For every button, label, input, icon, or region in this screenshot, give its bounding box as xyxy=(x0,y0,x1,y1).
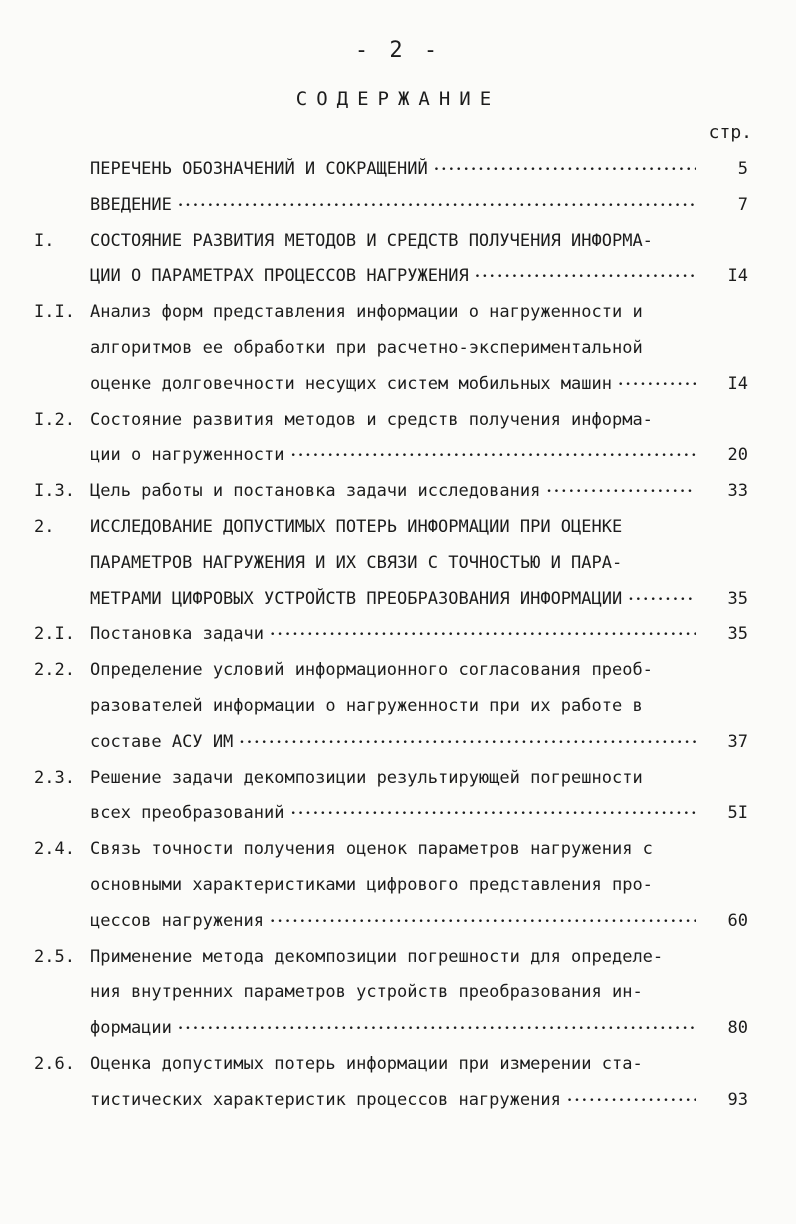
toc-page-number: 35 xyxy=(727,588,748,609)
toc-entry-text-content: основными характеристиками цифрового представления про- xyxy=(90,874,653,895)
dot-leader xyxy=(618,367,696,404)
toc-entry-number: 2.I. xyxy=(34,624,75,645)
toc-entry-text xyxy=(90,725,696,762)
toc-entry-text xyxy=(90,1047,696,1083)
toc-entry-text-content: цессов нагружения xyxy=(90,910,264,931)
toc-entry-number: 2.6. xyxy=(34,1053,75,1074)
toc-entry-text-content: Состояние развития методов и средств получения информа- xyxy=(90,409,653,430)
page-column-label: стр. xyxy=(708,122,752,143)
toc-entry-text xyxy=(90,653,696,689)
toc-entry-text xyxy=(90,689,696,725)
toc-entry-text xyxy=(90,224,696,260)
toc-page-number: 5I xyxy=(727,803,748,824)
toc-entry-text-content: Постановка задачи xyxy=(90,624,264,645)
toc-entry xyxy=(0,832,796,939)
toc-line xyxy=(0,152,796,188)
toc-entry-text xyxy=(90,1011,696,1048)
toc-entry xyxy=(0,510,796,617)
toc-page-number: 60 xyxy=(727,910,748,931)
toc-entry xyxy=(0,761,796,833)
toc-entry-number: 2. xyxy=(34,516,55,537)
toc-entry xyxy=(0,940,796,1047)
toc-entry-text-content: ИССЛЕДОВАНИЕ ДОПУСТИМЫХ ПОТЕРЬ ИНФОРМАЦИИ ПРИ ОЦЕНКЕ xyxy=(90,516,623,537)
toc-line xyxy=(0,1083,796,1119)
toc-entry-number: 2.4. xyxy=(34,839,75,860)
dot-leader xyxy=(628,582,696,619)
toc-page-number: I4 xyxy=(727,266,748,287)
toc-line xyxy=(0,1011,796,1047)
toc-line xyxy=(0,224,796,260)
toc-entry-text-content: Цель работы и постановка задачи исследования xyxy=(90,481,541,502)
toc-line xyxy=(0,331,796,367)
toc-entry-text xyxy=(90,188,696,225)
toc-page-number: 5 xyxy=(737,159,748,179)
toc-line xyxy=(0,653,796,689)
toc-entry-number: 2.2. xyxy=(34,660,75,681)
toc-entry-text xyxy=(90,832,696,868)
toc-page-number: 80 xyxy=(727,1018,748,1039)
toc-entry-text xyxy=(90,295,696,331)
toc-line xyxy=(0,188,796,224)
toc-entry-text xyxy=(90,617,696,654)
toc-line xyxy=(0,725,796,761)
toc-page-number: 7 xyxy=(737,194,748,215)
toc-entry xyxy=(0,188,796,224)
toc-entry-text xyxy=(90,510,696,546)
toc-entry-text-content: ции о нагруженности xyxy=(90,445,285,466)
toc-line xyxy=(0,796,796,832)
toc-line xyxy=(0,940,796,976)
toc-entry-text xyxy=(90,546,696,582)
toc-entry-text-content: СОСТОЯНИЕ РАЗВИТИЯ МЕТОДОВ И СРЕДСТВ ПОЛУЧЕНИЯ ИНФОРМА- xyxy=(90,230,653,251)
toc-entry xyxy=(0,1047,796,1119)
toc-entry-text xyxy=(90,331,696,367)
toc-line xyxy=(0,1047,796,1083)
toc-entry-text xyxy=(90,582,696,619)
toc-page-number: 35 xyxy=(727,624,748,645)
page-number: - 2 - xyxy=(354,38,442,63)
dot-leader xyxy=(290,438,696,475)
toc-line xyxy=(0,868,796,904)
toc-entry xyxy=(0,224,796,296)
toc-entry-text-content: ПЕРЕЧЕНЬ ОБОЗНАЧЕНИЙ И СОКРАЩЕНИЙ xyxy=(90,159,428,179)
toc-page-number: 37 xyxy=(727,731,748,752)
toc-entry-text-content: ПАРАМЕТРОВ НАГРУЖЕНИЯ И ИХ СВЯЗИ С ТОЧНОСТЬЮ И ПАРА- xyxy=(90,552,623,573)
toc-entry-text-content: формации xyxy=(90,1018,172,1039)
page-title: СОДЕРЖАНИЕ xyxy=(295,88,501,110)
toc-entry xyxy=(0,474,796,510)
toc-entry-number: I. xyxy=(34,230,55,251)
toc-line xyxy=(0,832,796,868)
toc-entry xyxy=(0,617,796,653)
dot-leader xyxy=(178,188,696,225)
toc-line xyxy=(0,474,796,510)
toc-entry-text xyxy=(90,940,696,976)
toc-entry xyxy=(0,152,796,188)
toc-entry xyxy=(0,653,796,760)
toc-entry-text-content: Анализ форм представления информации о нагруженности и xyxy=(90,302,643,323)
dot-leader xyxy=(434,152,696,189)
toc-entry-text-content: составе АСУ ИМ xyxy=(90,731,234,752)
toc-entry-text xyxy=(90,904,696,941)
toc-line xyxy=(0,904,796,940)
toc-entry-text-content: Связь точности получения оценок параметров нагружения с xyxy=(90,839,653,860)
toc-line xyxy=(0,295,796,331)
toc-entry-text-content: разователей информации о нагруженности при их работе в xyxy=(90,695,643,716)
toc-entry-text-content: МЕТРАМИ ЦИФРОВЫХ УСТРОЙСТВ ПРЕОБРАЗОВАНИЯ ИНФОРМАЦИИ xyxy=(90,588,623,609)
toc-page-number: 33 xyxy=(727,481,748,502)
toc-entry-text xyxy=(90,259,696,296)
toc-line xyxy=(0,546,796,582)
toc-line xyxy=(0,510,796,546)
toc-entry-text-content: тистических характеристик процессов нагружения xyxy=(90,1089,561,1110)
toc-entry-text-content: ВВЕДЕНИЕ xyxy=(90,194,172,215)
dot-leader xyxy=(567,1083,696,1120)
toc-line xyxy=(0,582,796,618)
toc-entry-text xyxy=(90,1083,696,1120)
toc-entry-text-content: Оценка допустимых потерь информации при измерении ста- xyxy=(90,1053,643,1074)
toc-entry-text-content: ния внутренних параметров устройств преобразования ин- xyxy=(90,982,643,1003)
toc-line xyxy=(0,367,796,403)
toc-entry-text-content: Решение задачи декомпозиции результирующей погрешности xyxy=(90,767,643,788)
toc-entry-text xyxy=(90,796,696,833)
toc-entry-text xyxy=(90,474,696,511)
toc-entry-text-content: оценке долговечности несущих систем мобильных машин xyxy=(90,373,612,394)
toc-entry-text xyxy=(90,868,696,904)
dot-leader xyxy=(239,725,696,762)
toc-entry-number: I.I. xyxy=(34,302,75,323)
toc-entry-text-content: Применение метода декомпозиции погрешности для определе- xyxy=(90,946,664,967)
dot-leader xyxy=(546,474,696,511)
toc-entry-number: I.3. xyxy=(34,481,75,502)
toc-entry-text-content: ЦИИ О ПАРАМЕТРАХ ПРОЦЕССОВ НАГРУЖЕНИЯ xyxy=(90,266,469,287)
toc-line xyxy=(0,761,796,797)
toc-line xyxy=(0,438,796,474)
toc-line xyxy=(0,689,796,725)
toc-entry-text xyxy=(90,761,696,797)
toc-entry-text xyxy=(90,367,696,404)
toc-entry-text-content: всех преобразований xyxy=(90,803,285,824)
toc-entry xyxy=(0,403,796,475)
toc-entry-text-content: Определение условий информационного согласования преоб- xyxy=(90,660,653,681)
toc-entry-text xyxy=(90,403,696,439)
dot-leader xyxy=(270,904,696,941)
dot-leader xyxy=(270,617,696,654)
toc-entry-text xyxy=(90,438,696,475)
toc-entry xyxy=(0,295,796,402)
toc-page-number: I4 xyxy=(727,373,748,394)
toc-line xyxy=(0,617,796,653)
toc-line xyxy=(0,259,796,295)
table-of-contents xyxy=(0,152,796,1119)
toc-page-number: 93 xyxy=(727,1089,748,1110)
toc-entry-number: I.2. xyxy=(34,409,75,430)
dot-leader xyxy=(178,1011,696,1048)
toc-entry-text-content: алгоритмов ее обработки при расчетно-экспериментальной xyxy=(90,337,643,358)
toc-entry-number: 2.3. xyxy=(34,767,75,788)
toc-entry-text xyxy=(90,975,696,1011)
dot-leader xyxy=(290,796,696,833)
toc-line xyxy=(0,975,796,1011)
dot-leader xyxy=(475,259,696,296)
toc-entry-text xyxy=(90,152,696,189)
toc-entry-number: 2.5. xyxy=(34,946,75,967)
toc-line xyxy=(0,403,796,439)
toc-page-number: 20 xyxy=(727,445,748,466)
